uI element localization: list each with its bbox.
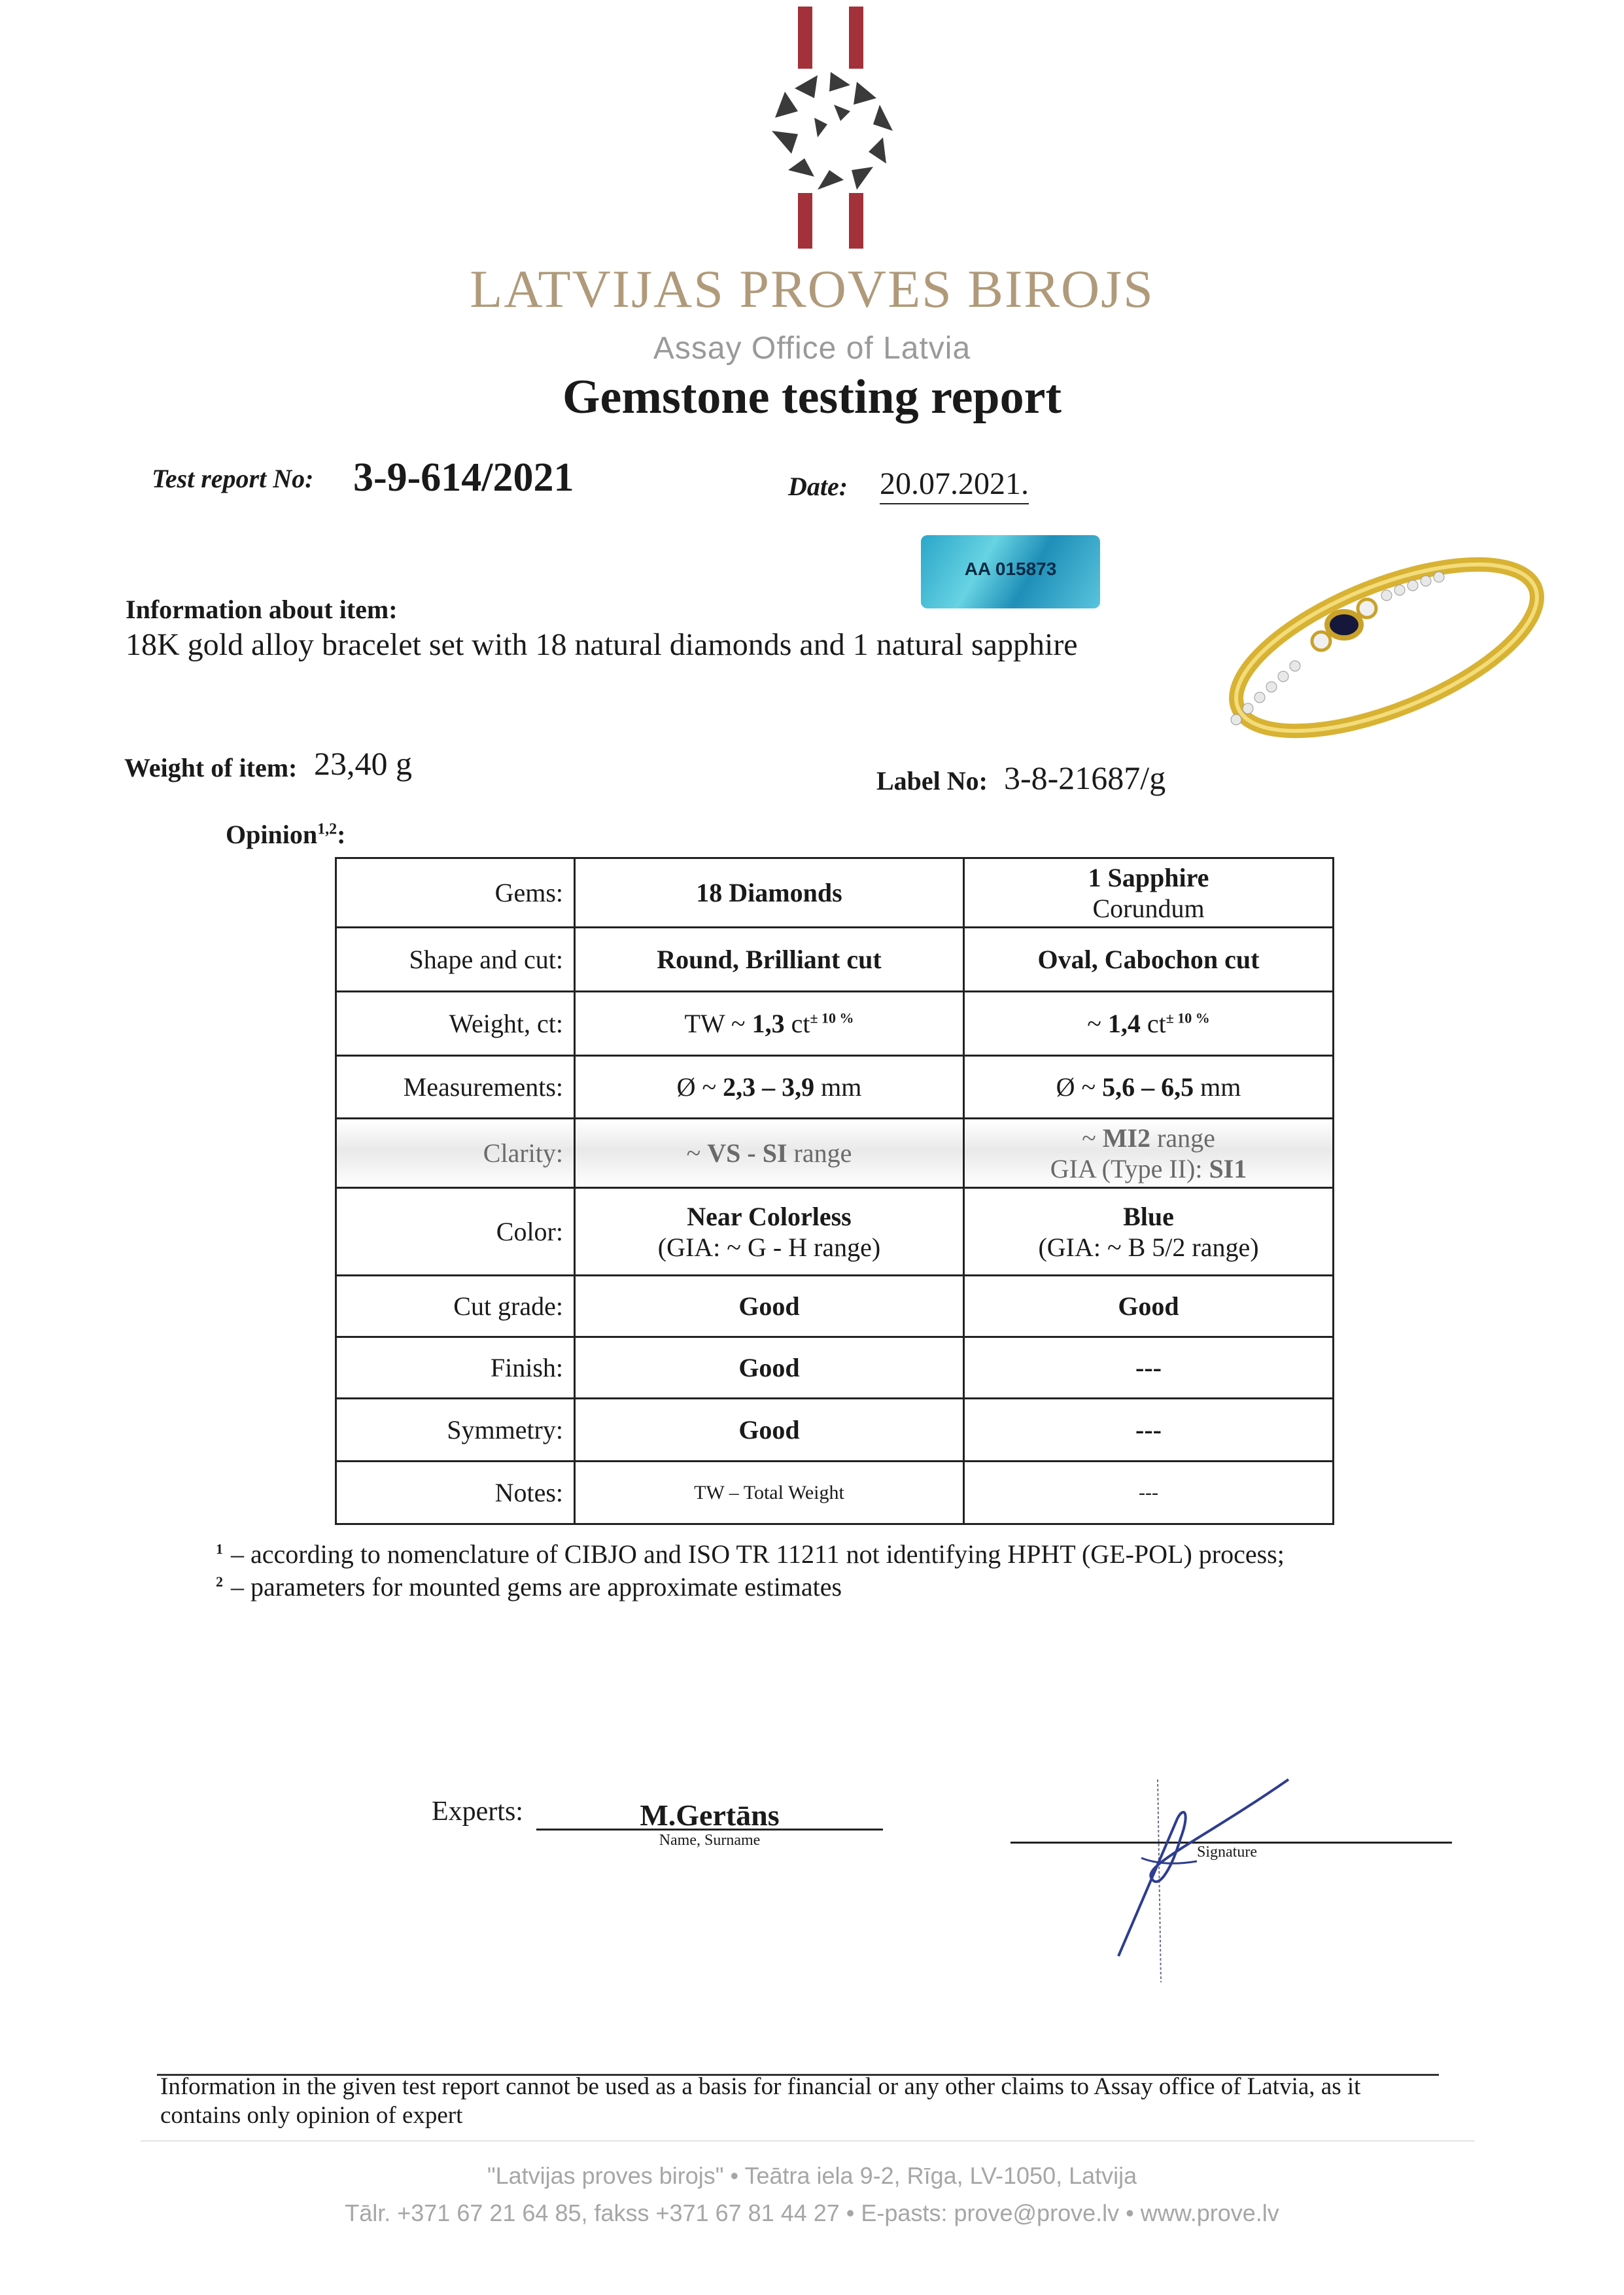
report-number-label: Test report No:	[152, 464, 314, 493]
measure-prefix: Ø ~	[676, 1072, 723, 1102]
gem1-clarity-cell	[575, 1119, 964, 1188]
table-row	[336, 1337, 1334, 1399]
item-weight-label: Weight of item:	[124, 753, 298, 782]
gem1-clarity-prefix: ~	[686, 1138, 708, 1168]
expert-name-line	[536, 1829, 883, 1831]
gem2-weight-prefix: ~	[1087, 1009, 1108, 1038]
gem2-weight-tolerance: ± 10 %	[1166, 1009, 1210, 1026]
gem1-clarity: VS - SI	[707, 1138, 787, 1168]
gem2-clarity-prefix: ~	[1082, 1123, 1103, 1153]
row-label: Measurements:	[336, 1056, 575, 1119]
row-label: Clarity:	[336, 1119, 575, 1188]
hologram-code: AA 015873	[964, 559, 1057, 579]
gem2-color: Blue	[1123, 1201, 1174, 1231]
item-info: 18K gold alloy bracelet set with 18 natural diamonds and 1 natural sapphire	[126, 627, 1078, 662]
row-label: Gems:	[336, 858, 575, 928]
hologram-sticker	[921, 535, 1100, 608]
table-row	[336, 928, 1334, 992]
measure-unit: mm	[814, 1072, 862, 1102]
experts-label: Experts:	[432, 1796, 523, 1827]
report-number: 3-9-614/2021	[353, 455, 574, 500]
footnote-1-text: – according to nomenclature of CIBJO and ISO TR 11211 not identifying HPHT (GE-POL) process;	[231, 1539, 1285, 1569]
footnote-2	[216, 1571, 842, 1602]
table-row	[336, 1462, 1334, 1524]
gem1-color-gia: (GIA: ~ G - H range)	[657, 1232, 881, 1262]
measure-unit: mm	[1194, 1072, 1241, 1102]
gem2-symmetry: ---	[964, 1399, 1334, 1462]
gem2-clarity-gia: SI1	[1209, 1153, 1247, 1183]
opinion-label	[226, 819, 345, 850]
gem2-clarity-cell	[964, 1119, 1334, 1188]
gem2-shape: Oval, Cabochon cut	[964, 928, 1334, 992]
item-weight: 23,40 g	[314, 745, 412, 782]
table-row	[336, 1276, 1334, 1337]
gem2-clarity-suffix: range	[1150, 1123, 1215, 1153]
row-label: Shape and cut:	[336, 928, 575, 992]
gem2-clarity-gia-prefix: GIA (Type II):	[1050, 1153, 1209, 1183]
table-row	[336, 1119, 1334, 1188]
opinion-colon: :	[337, 820, 346, 849]
expert-signature	[1079, 1766, 1302, 2002]
disclaimer-text: Information in the given test report cannot be used as a basis for financial or any other claims to Assay office of Latvia, as it contains only opinion of expert	[160, 2073, 1361, 2129]
expert-name-caption: Name, Surname	[659, 1832, 761, 1849]
gem1-weight-prefix: TW ~	[684, 1009, 752, 1038]
footnote-2-text: – parameters for mounted gems are approximate estimates	[231, 1572, 842, 1602]
gem1-notes: TW – Total Weight	[575, 1462, 964, 1524]
gem2-clarity: MI2	[1102, 1123, 1151, 1153]
gem1-weight-tolerance: ± 10 %	[810, 1009, 854, 1026]
gem1-weight-unit: ct	[784, 1009, 810, 1038]
footnote-2-marker: 2	[216, 1573, 223, 1590]
gem1-weight-cell	[575, 992, 964, 1056]
table-row	[336, 1056, 1334, 1119]
table-row	[336, 1399, 1334, 1462]
report-title: Gemstone testing report	[562, 370, 1062, 424]
gem2-measurements: 5,6 – 6,5	[1102, 1072, 1194, 1102]
gem2-weight-unit: ct	[1140, 1009, 1166, 1038]
label-number: 3-8-21687/g	[1004, 760, 1166, 796]
gem2-notes: ---	[964, 1462, 1334, 1524]
report-date: 20.07.2021.	[880, 466, 1029, 504]
row-label: Notes:	[336, 1462, 575, 1524]
gem2-finish: ---	[964, 1337, 1334, 1399]
assay-office-logo	[752, 7, 909, 249]
item-info-label: Information about item:	[126, 595, 398, 624]
gem2-name: 1 Sapphire	[1088, 862, 1209, 892]
table-row	[336, 858, 1334, 928]
gem2-cut-grade: Good	[964, 1276, 1334, 1337]
measure-prefix: Ø ~	[1056, 1072, 1103, 1102]
gem2-weight-cell	[964, 992, 1334, 1056]
gem2-species: Corundum	[1092, 893, 1205, 923]
gem1-name: 18 Diamonds	[575, 858, 964, 928]
signature-caption: Signature	[1197, 1844, 1257, 1861]
gem2-measurements-cell	[964, 1056, 1334, 1119]
organization-name: LATVIJAS PROVES BIROJS	[470, 259, 1154, 319]
gem1-shape: Round, Brilliant cut	[575, 928, 964, 992]
expert-name: M.Gertāns	[640, 1798, 780, 1832]
gem2-name-cell	[964, 858, 1334, 928]
opinion-text: Opinion	[226, 820, 318, 849]
label-number-label: Label No:	[876, 766, 988, 796]
date-label: Date:	[788, 472, 848, 501]
gem1-symmetry: Good	[575, 1399, 964, 1462]
table-row	[336, 1188, 1334, 1276]
row-label: Symmetry:	[336, 1399, 575, 1462]
opinion-footnote-ref: 1,2	[317, 820, 337, 838]
footer-address: "Latvijas proves birojs" • Teātra iela 9-2, Rīga, LV-1050, Latvija	[487, 2162, 1137, 2189]
footnote-1	[216, 1539, 1285, 1569]
gem1-measurements: 2,3 – 3,9	[723, 1072, 815, 1102]
bracelet-photo	[1210, 523, 1557, 749]
gem2-weight: 1,4	[1107, 1009, 1141, 1038]
footer-contacts: Tālr. +371 67 21 64 85, fakss +371 67 81 44 27 • E-pasts: prove@prove.lv • www.prove.lv	[345, 2199, 1279, 2226]
table-row	[336, 992, 1334, 1056]
row-label: Color:	[336, 1188, 575, 1276]
footnote-1-marker: 1	[216, 1540, 223, 1557]
gem1-weight: 1,3	[752, 1009, 785, 1038]
gem1-clarity-suffix: range	[787, 1138, 852, 1168]
organization-subtitle: Assay Office of Latvia	[653, 331, 971, 366]
gem2-color-cell	[964, 1188, 1334, 1276]
row-label: Cut grade:	[336, 1276, 575, 1337]
gem1-measurements-cell	[575, 1056, 964, 1119]
gem-results-table	[335, 857, 1334, 1525]
gem1-color-cell	[575, 1188, 964, 1276]
gem1-finish: Good	[575, 1337, 964, 1399]
gem1-cut-grade: Good	[575, 1276, 964, 1337]
gem2-color-gia: (GIA: ~ B 5/2 range)	[1038, 1232, 1259, 1262]
row-label: Finish:	[336, 1337, 575, 1399]
gem1-color: Near Colorless	[687, 1201, 852, 1231]
row-label: Weight, ct:	[336, 992, 575, 1056]
